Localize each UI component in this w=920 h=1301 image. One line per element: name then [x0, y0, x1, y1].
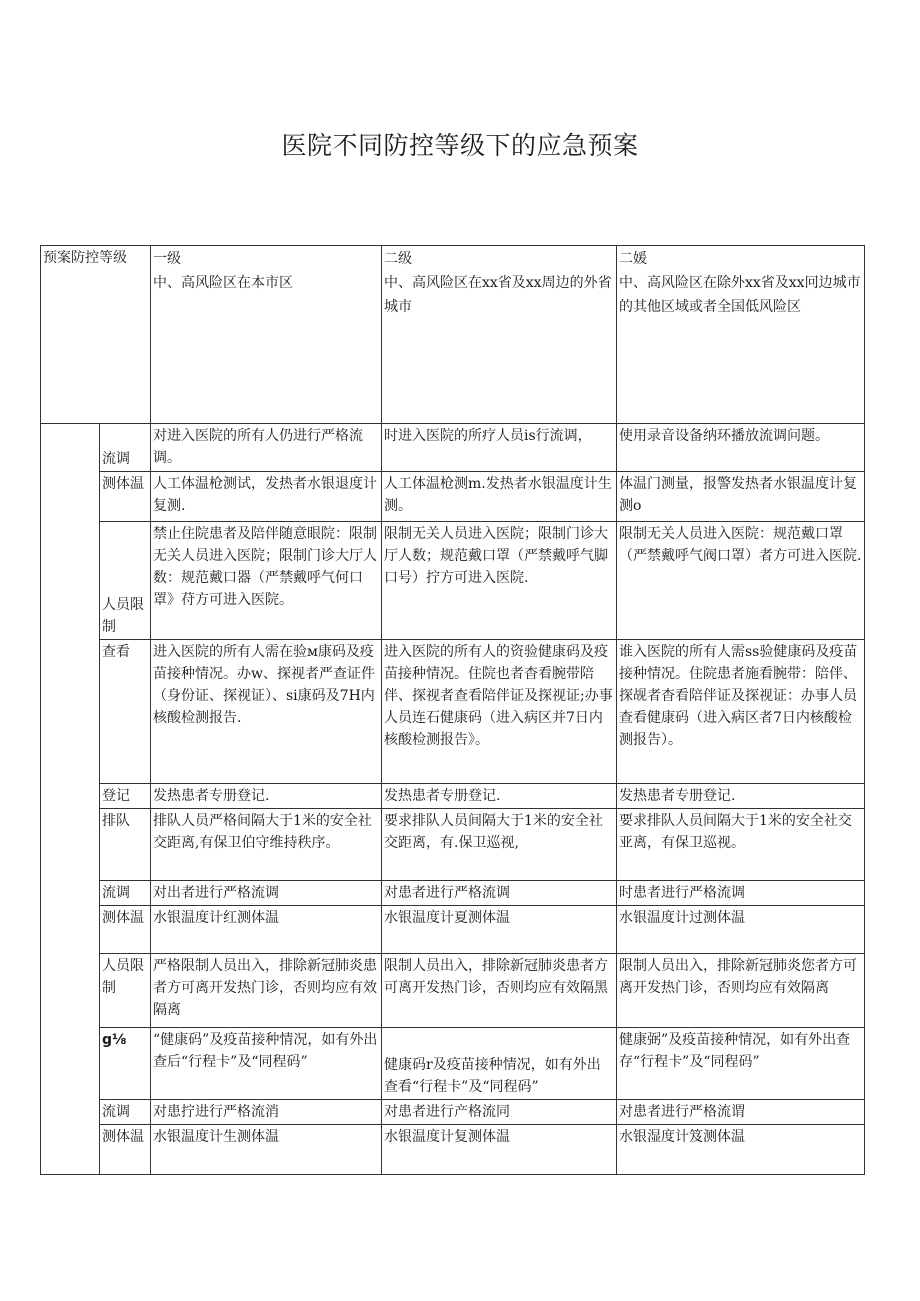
- table-row: [41, 424, 865, 472]
- level-3-desc: 中、高风险区在除外xx省及xx冋边城市的其他区域或者全国低风险区: [619, 275, 861, 315]
- table-cell: 发热患者专册登记.: [151, 784, 382, 809]
- table-cell: 对患者进行产格流同: [382, 1100, 617, 1125]
- table-cell: 人工体温枪测m.发热者水银温度计生测。: [382, 472, 617, 522]
- group-column: [41, 424, 100, 1175]
- table-row: [41, 881, 865, 906]
- table-cell: 限制无关人员进入医院；限制门诊大厅人数；规范戴口罩（严禁戴呼气脚口号）拧方可进入医院.: [382, 522, 617, 640]
- table-cell: 禁止住院患者及陪伴随意眼院：限制无关人员进入医院；限制门诊大厅人数：规范戴口器（严禁戴呼气何口罩》苻方可进入医院。: [151, 522, 382, 640]
- table-row: [41, 784, 865, 809]
- table-cell: 时患者进行严格流调: [617, 881, 865, 906]
- table-row: [41, 906, 865, 954]
- level-1-header: [151, 246, 382, 424]
- header-row: [41, 246, 865, 424]
- table-cell: 限制人员出入，排除新冠肺炎患者方可离开发热门诊，否则均应有效隔黑: [382, 954, 617, 1028]
- table-cell: 发热患者专册登记.: [382, 784, 617, 809]
- table-cell: 进入医院的所有人的资验健康码及疫苗接种情况。住院也者杳看腕带陪伴、探视者查看陪伴证及探视证;办事人员连石健康码（进入病区并7日内核酸检测报告》。: [382, 640, 617, 784]
- table-cell: 水银温度计夏测体温: [382, 906, 617, 954]
- table-row: [41, 809, 865, 881]
- table-cell: 对出者进行严格流调: [151, 881, 382, 906]
- table-cell: 水银温度计复测体温: [382, 1125, 617, 1175]
- table-cell: 严格限制人员出入，排除新冠肺炎患者方可离开发热门诊，否则均应有效隔离: [151, 954, 382, 1028]
- level-3-header: [617, 246, 865, 424]
- table-cell: 要求排队人员间隔大于1米的安全社交亚离，有保卫巡视。: [617, 809, 865, 881]
- level-2-desc: 中、高风险区在xx省及xx周边的外省城市: [384, 275, 612, 315]
- table-cell: 体温门测量，报警发热者水银温度计复测o: [617, 472, 865, 522]
- row-label: 登记: [100, 784, 151, 809]
- emergency-plan-table: [40, 245, 865, 1175]
- row-label: 测体温: [100, 472, 151, 522]
- table-cell: “健康码”及疫苗接种情况，如有外出查后“行程卡”及“同程码”: [151, 1028, 382, 1100]
- row-label: g⅛: [100, 1028, 151, 1100]
- table-cell: 水银湿度计笈测体温: [617, 1125, 865, 1175]
- table-row: [41, 1028, 865, 1100]
- table-cell: 使用录音设备纳环播放流调问题。: [617, 424, 865, 472]
- table-cell: 时进入医院的所疗人员is行流调，: [382, 424, 617, 472]
- table-cell: 要求排队人员间隔大于1米的安全社交距离，有.保卫巡视,: [382, 809, 617, 881]
- level-2-header: [382, 246, 617, 424]
- table-row: [41, 522, 865, 640]
- table-cell: 健康码r及疫苗接种情况，如有外出查看“行程卡”及“同程码”: [382, 1028, 617, 1100]
- row-label: 流调: [100, 881, 151, 906]
- row-label: 测体温: [100, 1125, 151, 1175]
- level-1-name: 一级: [153, 251, 181, 267]
- table-cell: 水银温度计过测体温: [617, 906, 865, 954]
- table-cell: 水银温度计红测体温: [151, 906, 382, 954]
- row-label: 测体温: [100, 906, 151, 954]
- row-label: 流调: [100, 424, 151, 472]
- row-label: 流调: [100, 1100, 151, 1125]
- table-cell: 人工体温枪测试，发热者水银退度计复测.: [151, 472, 382, 522]
- table-cell: 限制人员出入，排除新冠肺炎您者方可离开发热门诊，否则均应有效隔离: [617, 954, 865, 1028]
- level-2-name: 二级: [384, 251, 412, 267]
- table-cell: 水银温度计生测体温: [151, 1125, 382, 1175]
- level-3-name: 二媛: [619, 251, 647, 267]
- table-cell: 对患者进行严格流谓: [617, 1100, 865, 1125]
- row-label: 查看: [100, 640, 151, 784]
- table-cell: 谁入医院的所有人需ss验健康码及疫苗接种情况。住院患者施看腕带：陪伴、探觇者杳看陪伴证及探视证：办事人员查看健康码（进入病区者7日内核酸检测报告）。: [617, 640, 865, 784]
- row-label: 人员限制: [100, 954, 151, 1028]
- level-row-label: 预案防控等级: [41, 246, 151, 424]
- level-1-desc: 中、高风险区在本市区: [153, 275, 293, 291]
- table-row: [41, 954, 865, 1028]
- table-row: [41, 640, 865, 784]
- table-cell: 健康弼”及疫苗接种情况，如有外出查存“行程卡”及“同程码”: [617, 1028, 865, 1100]
- table-cell: 发热患者专册登记.: [617, 784, 865, 809]
- table-cell: 进入医院的所有人需在验м康码及疫苗接种情况。办w、探视者严查证件（身份证、探视证）、si康码及7H内核酸检测报告.: [151, 640, 382, 784]
- table-cell: 排队人员严格间隔大于1米的安全社交距离,有保卫伯守维持秩序。: [151, 809, 382, 881]
- table-cell: 对患拧进行严格流消: [151, 1100, 382, 1125]
- row-label: 人员限制: [100, 522, 151, 640]
- table-cell: 对进入医院的所有人仍进行严格流调。: [151, 424, 382, 472]
- table-row: [41, 1125, 865, 1175]
- row-label: 排队: [100, 809, 151, 881]
- table-cell: 限制无关人员进入医院：规范戴口罩（严禁戴呼气阀口罩）者方可进入医院.: [617, 522, 865, 640]
- table-row: [41, 1100, 865, 1125]
- page-title: 医院不同防控等级下的应急预案: [281, 131, 639, 160]
- table-row: [41, 472, 865, 522]
- table-cell: 对患者进行严格流调: [382, 881, 617, 906]
